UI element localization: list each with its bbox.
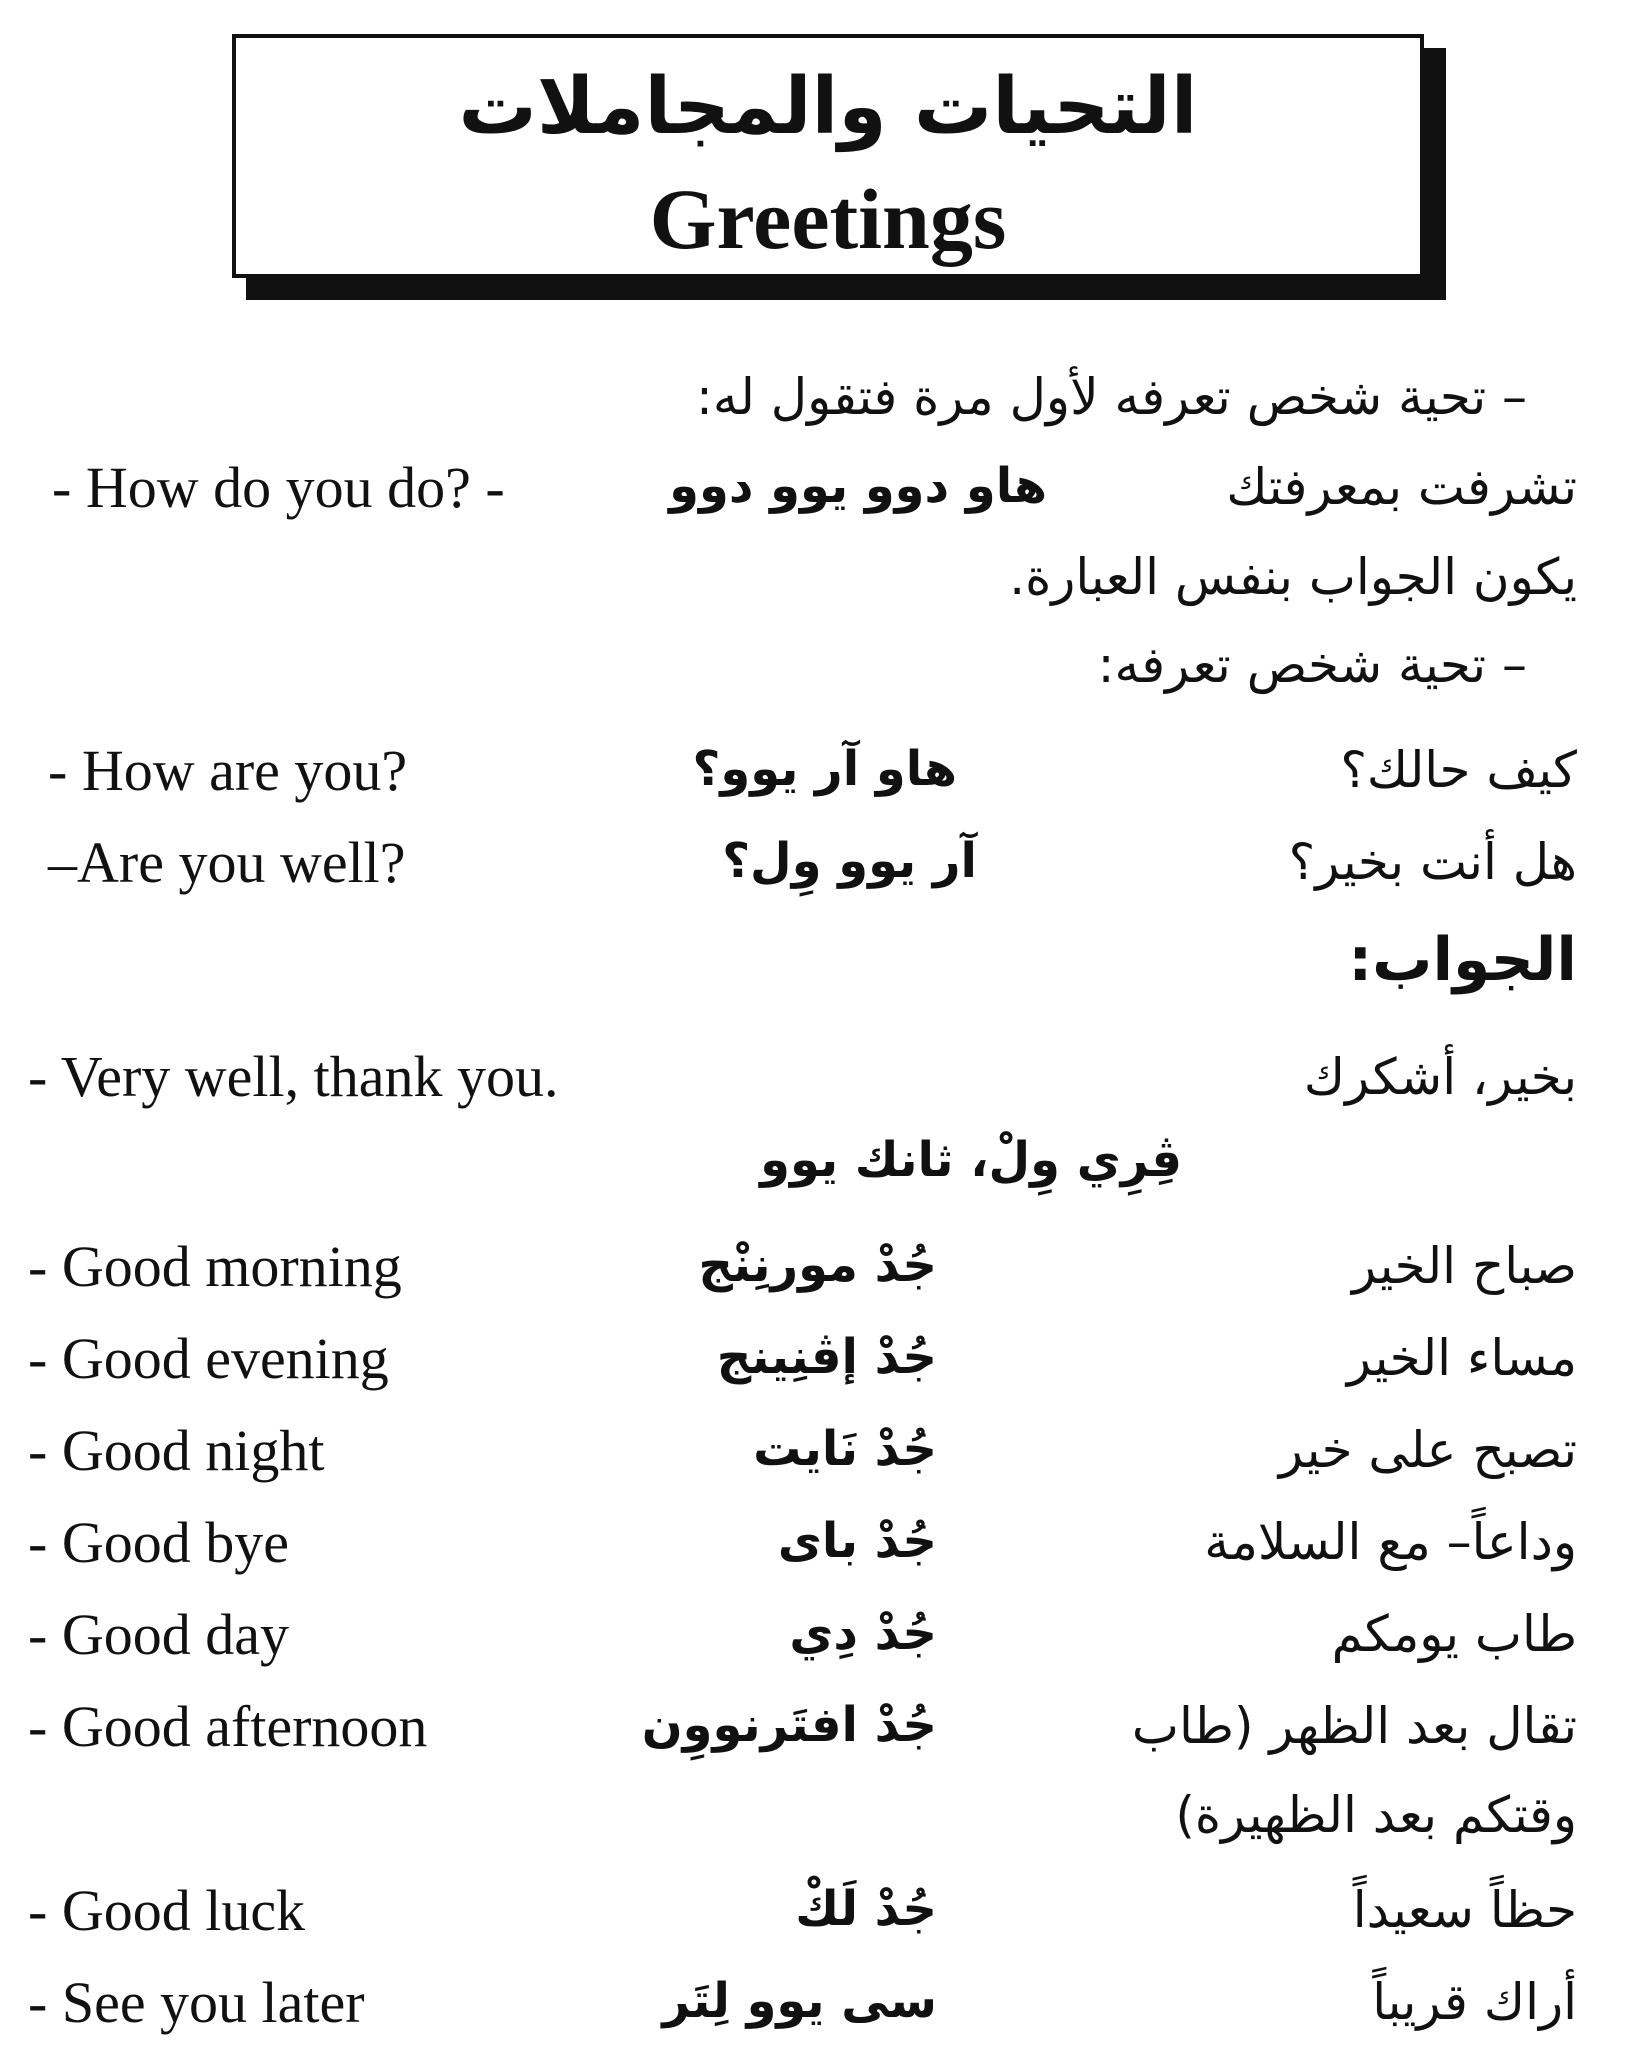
intro-first-meeting: – تحية شخص تعرفه لأول مرة فتقول له: [696, 368, 1527, 426]
phrase-arabic: أراك قريباً [1372, 1973, 1577, 2031]
how-do-you-do-arabic: تشرفت بمعرفتك [1226, 458, 1577, 516]
how-do-you-do-transliteration: هاو دوو يوو دوو [669, 458, 1047, 514]
phrase-transliteration: جُدْ باى [777, 1513, 937, 1569]
same-reply-note: يكون الجواب بنفس العبارة. [1009, 548, 1577, 606]
question-arabic: كيف حالك؟ [1340, 741, 1577, 799]
phrase-english: - Good afternoon [28, 1694, 428, 1759]
phrase-transliteration: سى يوو لِتَر [662, 1973, 937, 2029]
question-english: - How are you? [48, 738, 408, 803]
afternoon-continuation: وقتكم بعد الظهيرة) [1175, 1786, 1577, 1844]
phrase-english: - Good luck [28, 1878, 306, 1943]
intro-known-person: – تحية شخص تعرفه: [1097, 636, 1527, 694]
phrase-english: - Good evening [28, 1326, 389, 1391]
phrase-english: - Good day [28, 1602, 289, 1667]
phrase-arabic: وداعاً– مع السلامة [1204, 1513, 1577, 1571]
phrase-transliteration: جُدْ إڤنِينج [716, 1329, 937, 1385]
question-arabic: هل أنت بخير؟ [1288, 833, 1577, 891]
answer-transliteration: ڤِرِي وِلْ، ثانك يوو [760, 1132, 1182, 1188]
phrase-english: - Good morning [28, 1234, 402, 1299]
phrase-transliteration: جُدْ مورنِنْج [698, 1237, 937, 1293]
answer-label: الجواب: [1348, 925, 1577, 995]
phrase-arabic: طاب يومكم [1331, 1605, 1577, 1663]
phrase-arabic: مساء الخير [1346, 1329, 1577, 1387]
phrase-arabic: صباح الخير [1351, 1237, 1577, 1295]
phrase-transliteration: جُدْ افتَرنووِن [641, 1697, 937, 1753]
phrase-english: - Good bye [28, 1510, 289, 1575]
phrase-english: - See you later [28, 1970, 365, 2035]
phrase-transliteration: جُدْ لَكْ [795, 1881, 937, 1937]
title-english: Greetings [649, 171, 1007, 267]
title-arabic: التحيات والمجاملات [458, 62, 1198, 152]
answer-english: - Very well, thank you. [28, 1044, 559, 1109]
phrase-transliteration: جُدْ دِي [789, 1605, 937, 1661]
title-box [232, 34, 1424, 278]
phrase-transliteration: جُدْ نَايت [753, 1421, 937, 1477]
how-do-you-do-english: - How do you do? - [52, 455, 505, 520]
question-transliteration: آر يوو وِل؟ [722, 833, 977, 889]
question-english: –Are you well? [48, 830, 406, 895]
phrase-arabic: تصبح على خير [1278, 1421, 1577, 1479]
phrase-arabic: تقال بعد الظهر (طاب [1131, 1697, 1577, 1755]
answer-arabic: بخير، أشكرك [1303, 1048, 1577, 1106]
phrase-english: - Good night [28, 1418, 325, 1483]
question-transliteration: هاو آر يوو؟ [692, 741, 957, 797]
phrase-arabic: حظاً سعيداً [1352, 1881, 1577, 1939]
